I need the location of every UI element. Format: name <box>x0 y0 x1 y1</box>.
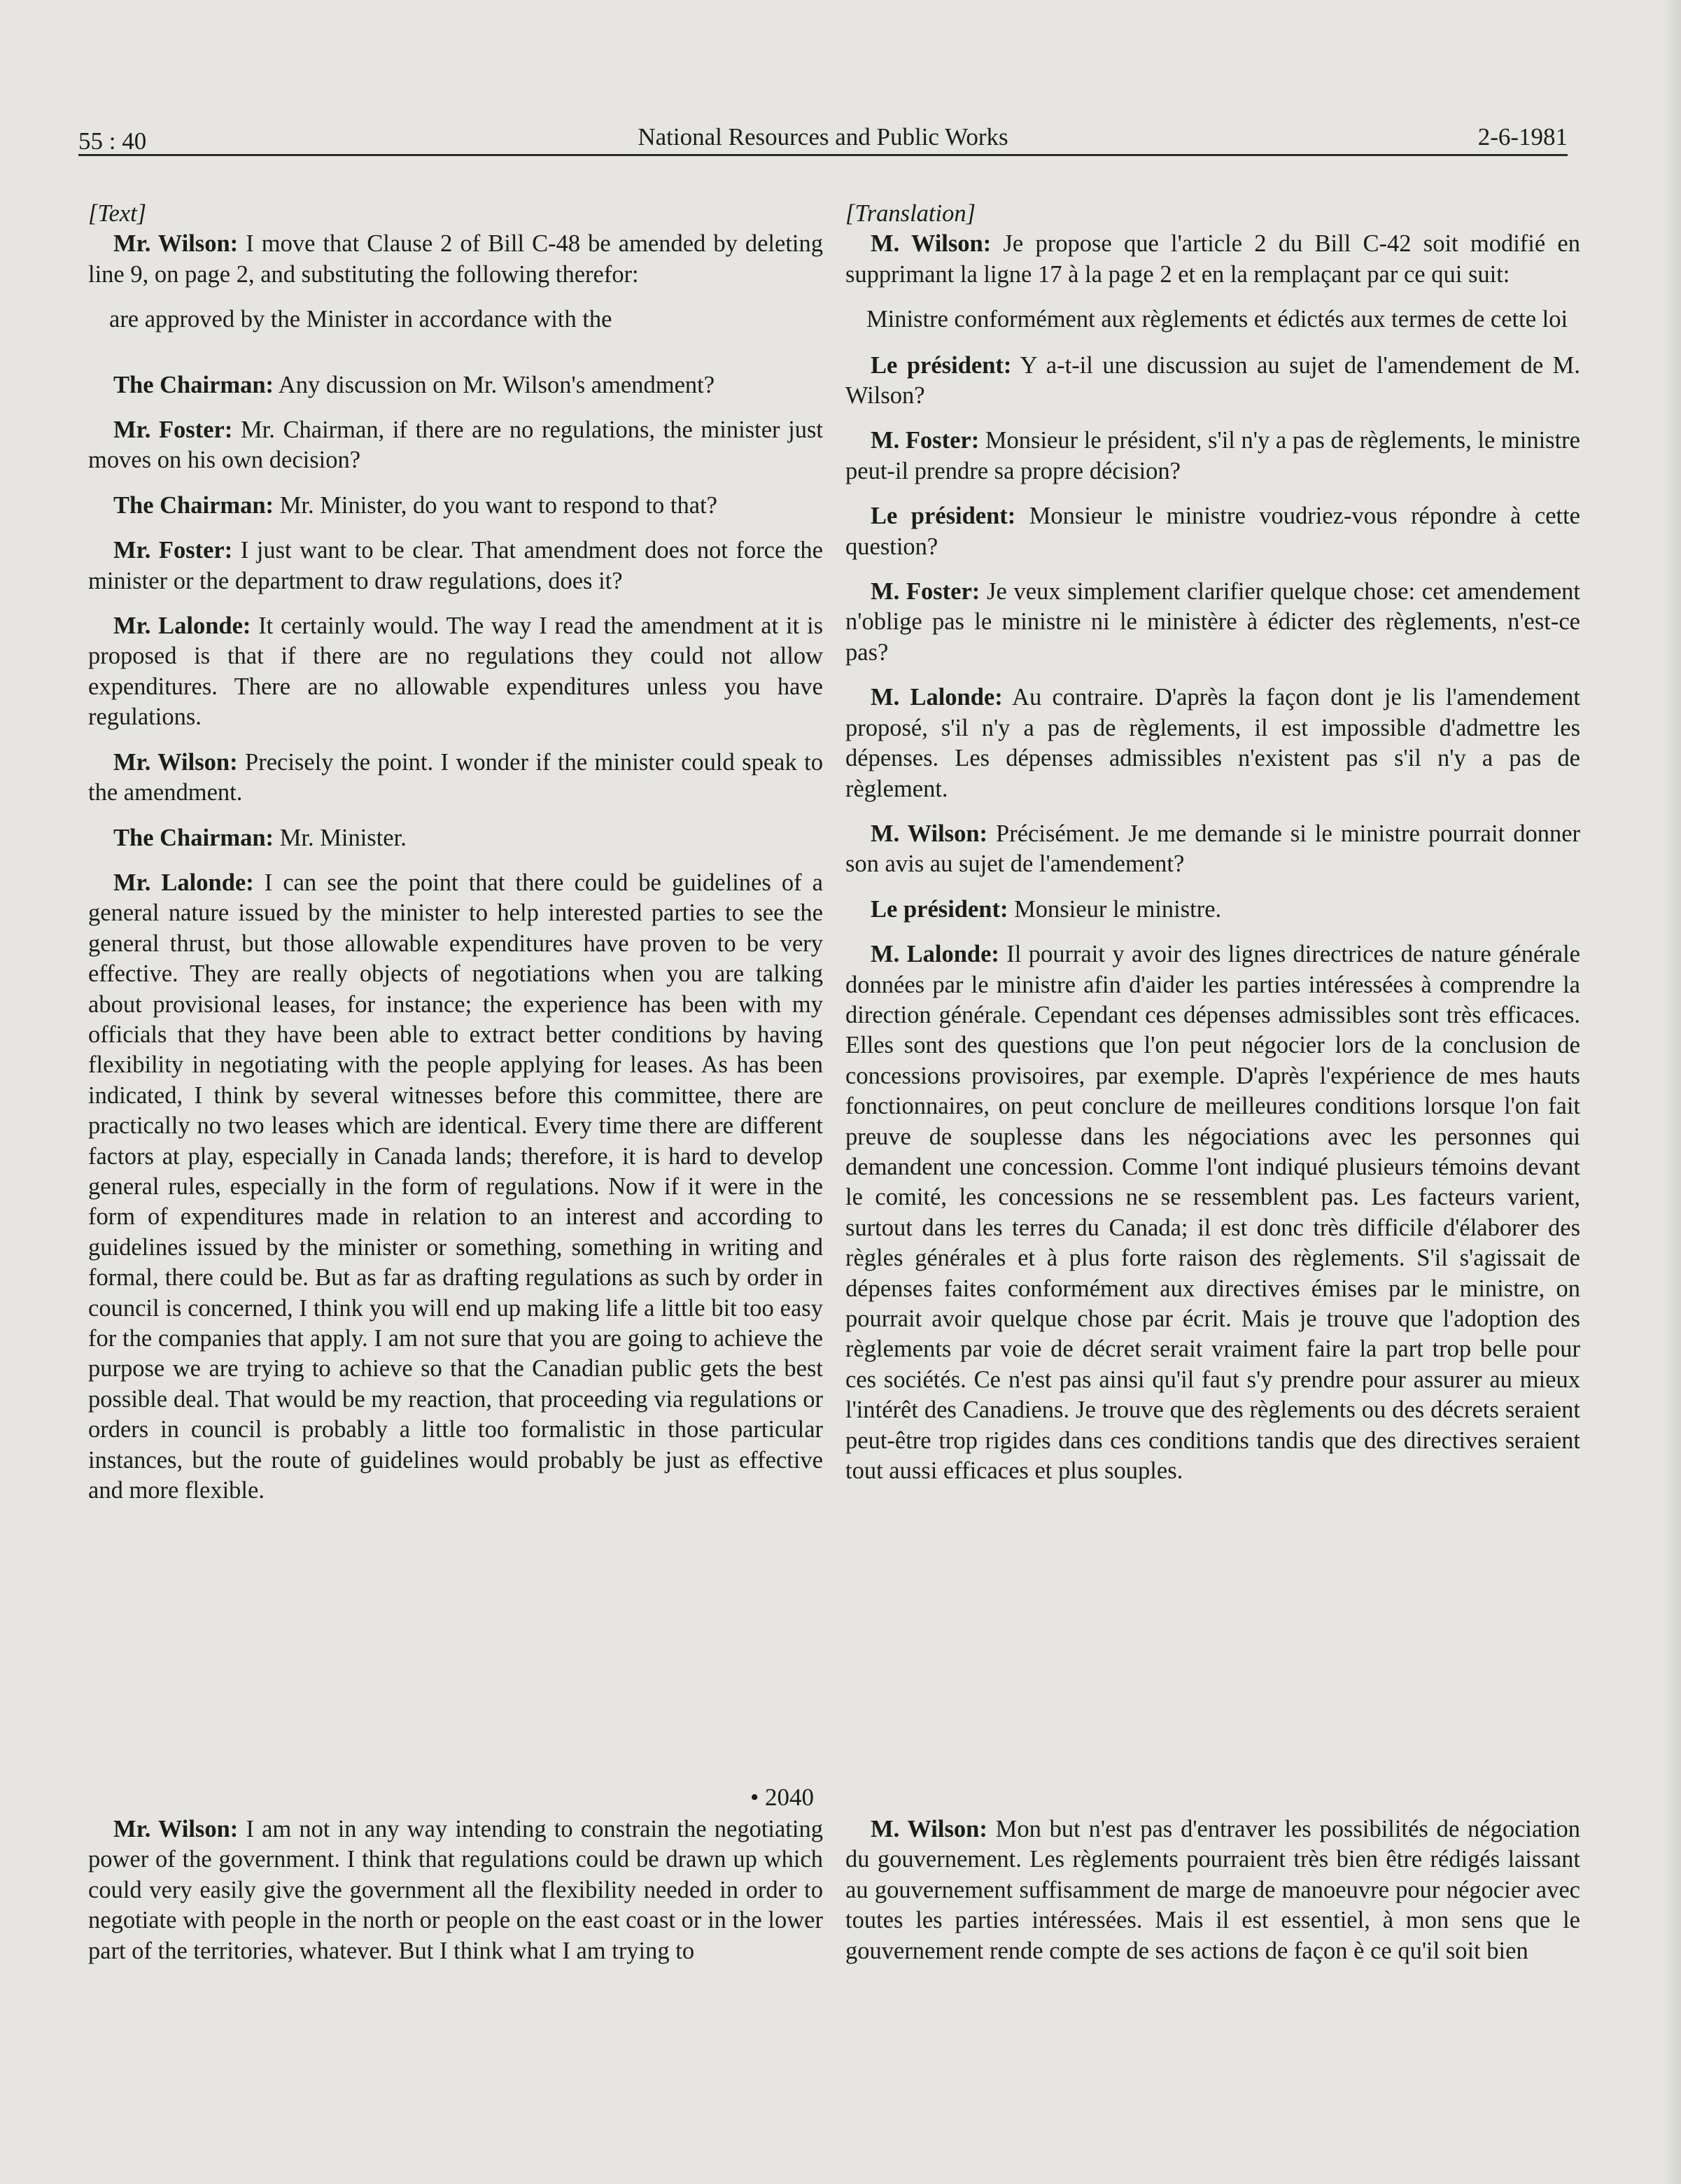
speaker: Le président: <box>871 895 1008 923</box>
speaker: M. Foster: <box>871 427 980 454</box>
paragraph: Mr. Wilson: I move that Clause 2 of Bill C-48 be amended by deleting line 9, on page 2, and substituting the following therefor: <box>88 230 824 288</box>
speaker: The Chairman: <box>113 491 274 519</box>
amendment-quote: are approved by the Minister in accordance with the <box>109 306 612 333</box>
speaker: Mr. Lalonde: <box>113 612 251 640</box>
paragraph: The Chairman: Any discussion on Mr. Wilson's amendment? <box>113 371 715 398</box>
page-number: 55 : 40 <box>78 127 147 155</box>
paragraph: Le président: Monsieur le ministre voudriez-vous répondre à cette question? <box>845 503 1580 560</box>
paragraph: Mr. Lalonde: I can see the point that there could be guidelines of a general nature issued by the minister to help interested parties to see the general thrust, but those allowable expenditures have proven to be very effective. They are really objects of negotiations when you are talking about provisional leases, for instance; the experience has been with my officials that they have been able to extract better conditions by having flexibility in negotiating with the people applying for leases. As has been indicated, I think by several witnesses before this committee, there are practically no two leases which are identical. Every time there are different factors at play, especially in Canada lands; therefore, it is hard to develop general rules, especially in the form of regulations. Now if it were in the form of expenditures made in relation to an interest and according to guidelines issued by the minister or something, something in writing and formal, there could be. But as far as drafting regulations as such by order in council is concerned, I think you will end up making life a little bit too easy for the companies that apply. I am not sure that you are going to achieve the purpose we are trying to achieve so that the Canadian public gets the best possible deal. That would be my reaction, that proceeding via regulations or orders in council is probably a little too formalistic in those particular instances, but the route of guidelines would probably be just as effective and more flexible. <box>88 869 823 1504</box>
paragraph: Mr. Foster: I just want to be clear. That amendment does not force the minister or the department to draw regulations, does it? <box>88 537 823 594</box>
paragraph: Mr. Wilson: I am not in any way intending to constrain the negotiating power of the government. I think that regulations could be drawn up which could very easily give the government all the flexibility needed in order to negotiate with people in the north or people on the east coast or in the lower part of the territories, whatever. But I think what I am trying to <box>88 1816 823 1964</box>
english-column-continued <box>88 1814 823 1966</box>
paragraph: Le président: Monsieur le ministre. <box>871 895 1222 923</box>
paragraph: M. Foster: Monsieur le président, s'il n'y a pas de règlements, le ministre peut-il prendre sa propre décision? <box>845 427 1580 484</box>
paragraph: M. Wilson: Mon but n'est pas d'entraver les possibilités de négociation du gouvernement. Les règlements pourraient très bien être rédigés laissant au gouvernement suffisamment de marge de manoeuvre pour négocier avec toutes les parties intéressées. Mais il est essentiel, à mon sens que le gouvernement rende compte de ses actions de façon è ce qu'il soit bien <box>845 1816 1580 1964</box>
speaker: M. Wilson: <box>871 230 992 258</box>
time-marker: • 2040 <box>750 1784 815 1811</box>
speaker: Le président: <box>871 351 1012 379</box>
french-column <box>845 199 1580 1501</box>
speaker: M. Lalonde: <box>871 941 999 968</box>
paragraph: M. Wilson: Précisément. Je me demande si le ministre pourrait donner son avis au sujet de l'amendement? <box>845 820 1581 878</box>
speaker: Le président: <box>871 503 1016 530</box>
page-header <box>78 118 1568 157</box>
text-label: [Text] <box>88 200 147 227</box>
running-title: National Resources and Public Works <box>638 123 1008 150</box>
speaker: M. Wilson: <box>871 820 988 847</box>
paragraph: The Chairman: Mr. Minister. <box>113 824 407 851</box>
speaker: Mr. Lalonde: <box>113 869 254 896</box>
speaker: Mr. Foster: <box>113 537 233 564</box>
paragraph: M. Wilson: Je propose que l'article 2 du Bill C-42 soit modifié en supprimant la ligne 17 à la page 2 et en la remplaçant par ce qui suit: <box>845 230 1580 288</box>
paragraph: M. Foster: Je veux simplement clarifier quelque chose: cet amendement n'oblige pas le ministre ni le ministère à édicter des règlements, n'est-ce pas? <box>845 578 1580 666</box>
amendment-quote: Ministre conformément aux règlements et édictés aux termes de cette loi <box>866 306 1568 333</box>
translation-label: [Translation] <box>845 200 976 227</box>
speaker: Mr. Foster: <box>113 416 233 444</box>
paragraph: Mr. Foster: Mr. Chairman, if there are no regulations, the minister just moves on his own decision? <box>88 416 823 474</box>
french-column-continued <box>845 1814 1580 1966</box>
speaker: Mr. Wilson: <box>113 1816 239 1842</box>
paragraph: M. Lalonde: Il pourrait y avoir des lignes directrices de nature générale données par le ministre afin d'aider les parties intéressées à comprendre la direction générale. Cependant ces dépenses admissibles sont très efficaces. Elles sont des questions que l'on peut négocier lors de la conclusion de concessions provisoires, par exemple. D'après l'expérience de mes hauts fonctionnaires, on peut conclure de meilleures conditions lorsque l'on fait preuve de souplesse dans les négociations avec les personnes qui demandent une concession. Comme l'ont indiqué plusieurs témoins devant le comité, les concessions ne se ressemblent pas. Les facteurs varient, surtout dans les terres du Canada; il est donc très difficile d'élaborer des règles générales et à plus forte raison des règlements. S'il s'agissait de dépenses faites conformément aux directives émises par le ministre, on pourrait avoir quelque chose par écrit. Mais je trouve que l'adoption des règlements par voie de décret serait vraiment faire la part trop belle pour ces sociétés. Ce n'est pas ainsi qu'il faut s'y prendre pour assurer au mieux l'intérêt des Canadiens. Je trouve que des règlements ou des décrets seraient peut-être trop rigides dans ces conditions tandis que des directives seraient tout aussi efficaces et plus souples. <box>845 941 1580 1485</box>
speaker: The Chairman: <box>113 371 274 398</box>
paragraph: Mr. Lalonde: It certainly would. The way I read the amendment at it is proposed is that if there are no regulations they could not allow expenditures. There are no allowable expenditures unless you have regulations. <box>88 612 824 731</box>
header-date: 2-6-1981 <box>1477 123 1568 150</box>
speaker: Mr. Wilson: <box>113 748 238 776</box>
header-rule <box>78 154 1568 156</box>
speaker: The Chairman: <box>113 824 274 851</box>
speaker: M. Lalonde: <box>871 684 1003 711</box>
speaker: M. Foster: <box>871 578 980 606</box>
speaker: Mr. Wilson: <box>113 230 239 258</box>
paragraph: Mr. Wilson: Precisely the point. I wonder if the minister could speak to the amendment. <box>88 748 824 806</box>
paragraph: M. Lalonde: Au contraire. D'après la façon dont je lis l'amendement proposé, s'il n'y a pas de règlements, il est impossible d'admettre les dépenses. Les dépenses admissibles n'existent pas s'il n'y a pas de règlement. <box>845 684 1580 802</box>
english-column <box>88 199 823 1520</box>
speaker: M. Wilson: <box>871 1816 987 1842</box>
paragraph: The Chairman: Mr. Minister, do you want to respond to that? <box>113 491 717 519</box>
page-edge <box>1661 0 1681 2184</box>
paragraph: Le président: Y a-t-il une discussion au sujet de l'amendement de M. Wilson? <box>845 351 1580 410</box>
